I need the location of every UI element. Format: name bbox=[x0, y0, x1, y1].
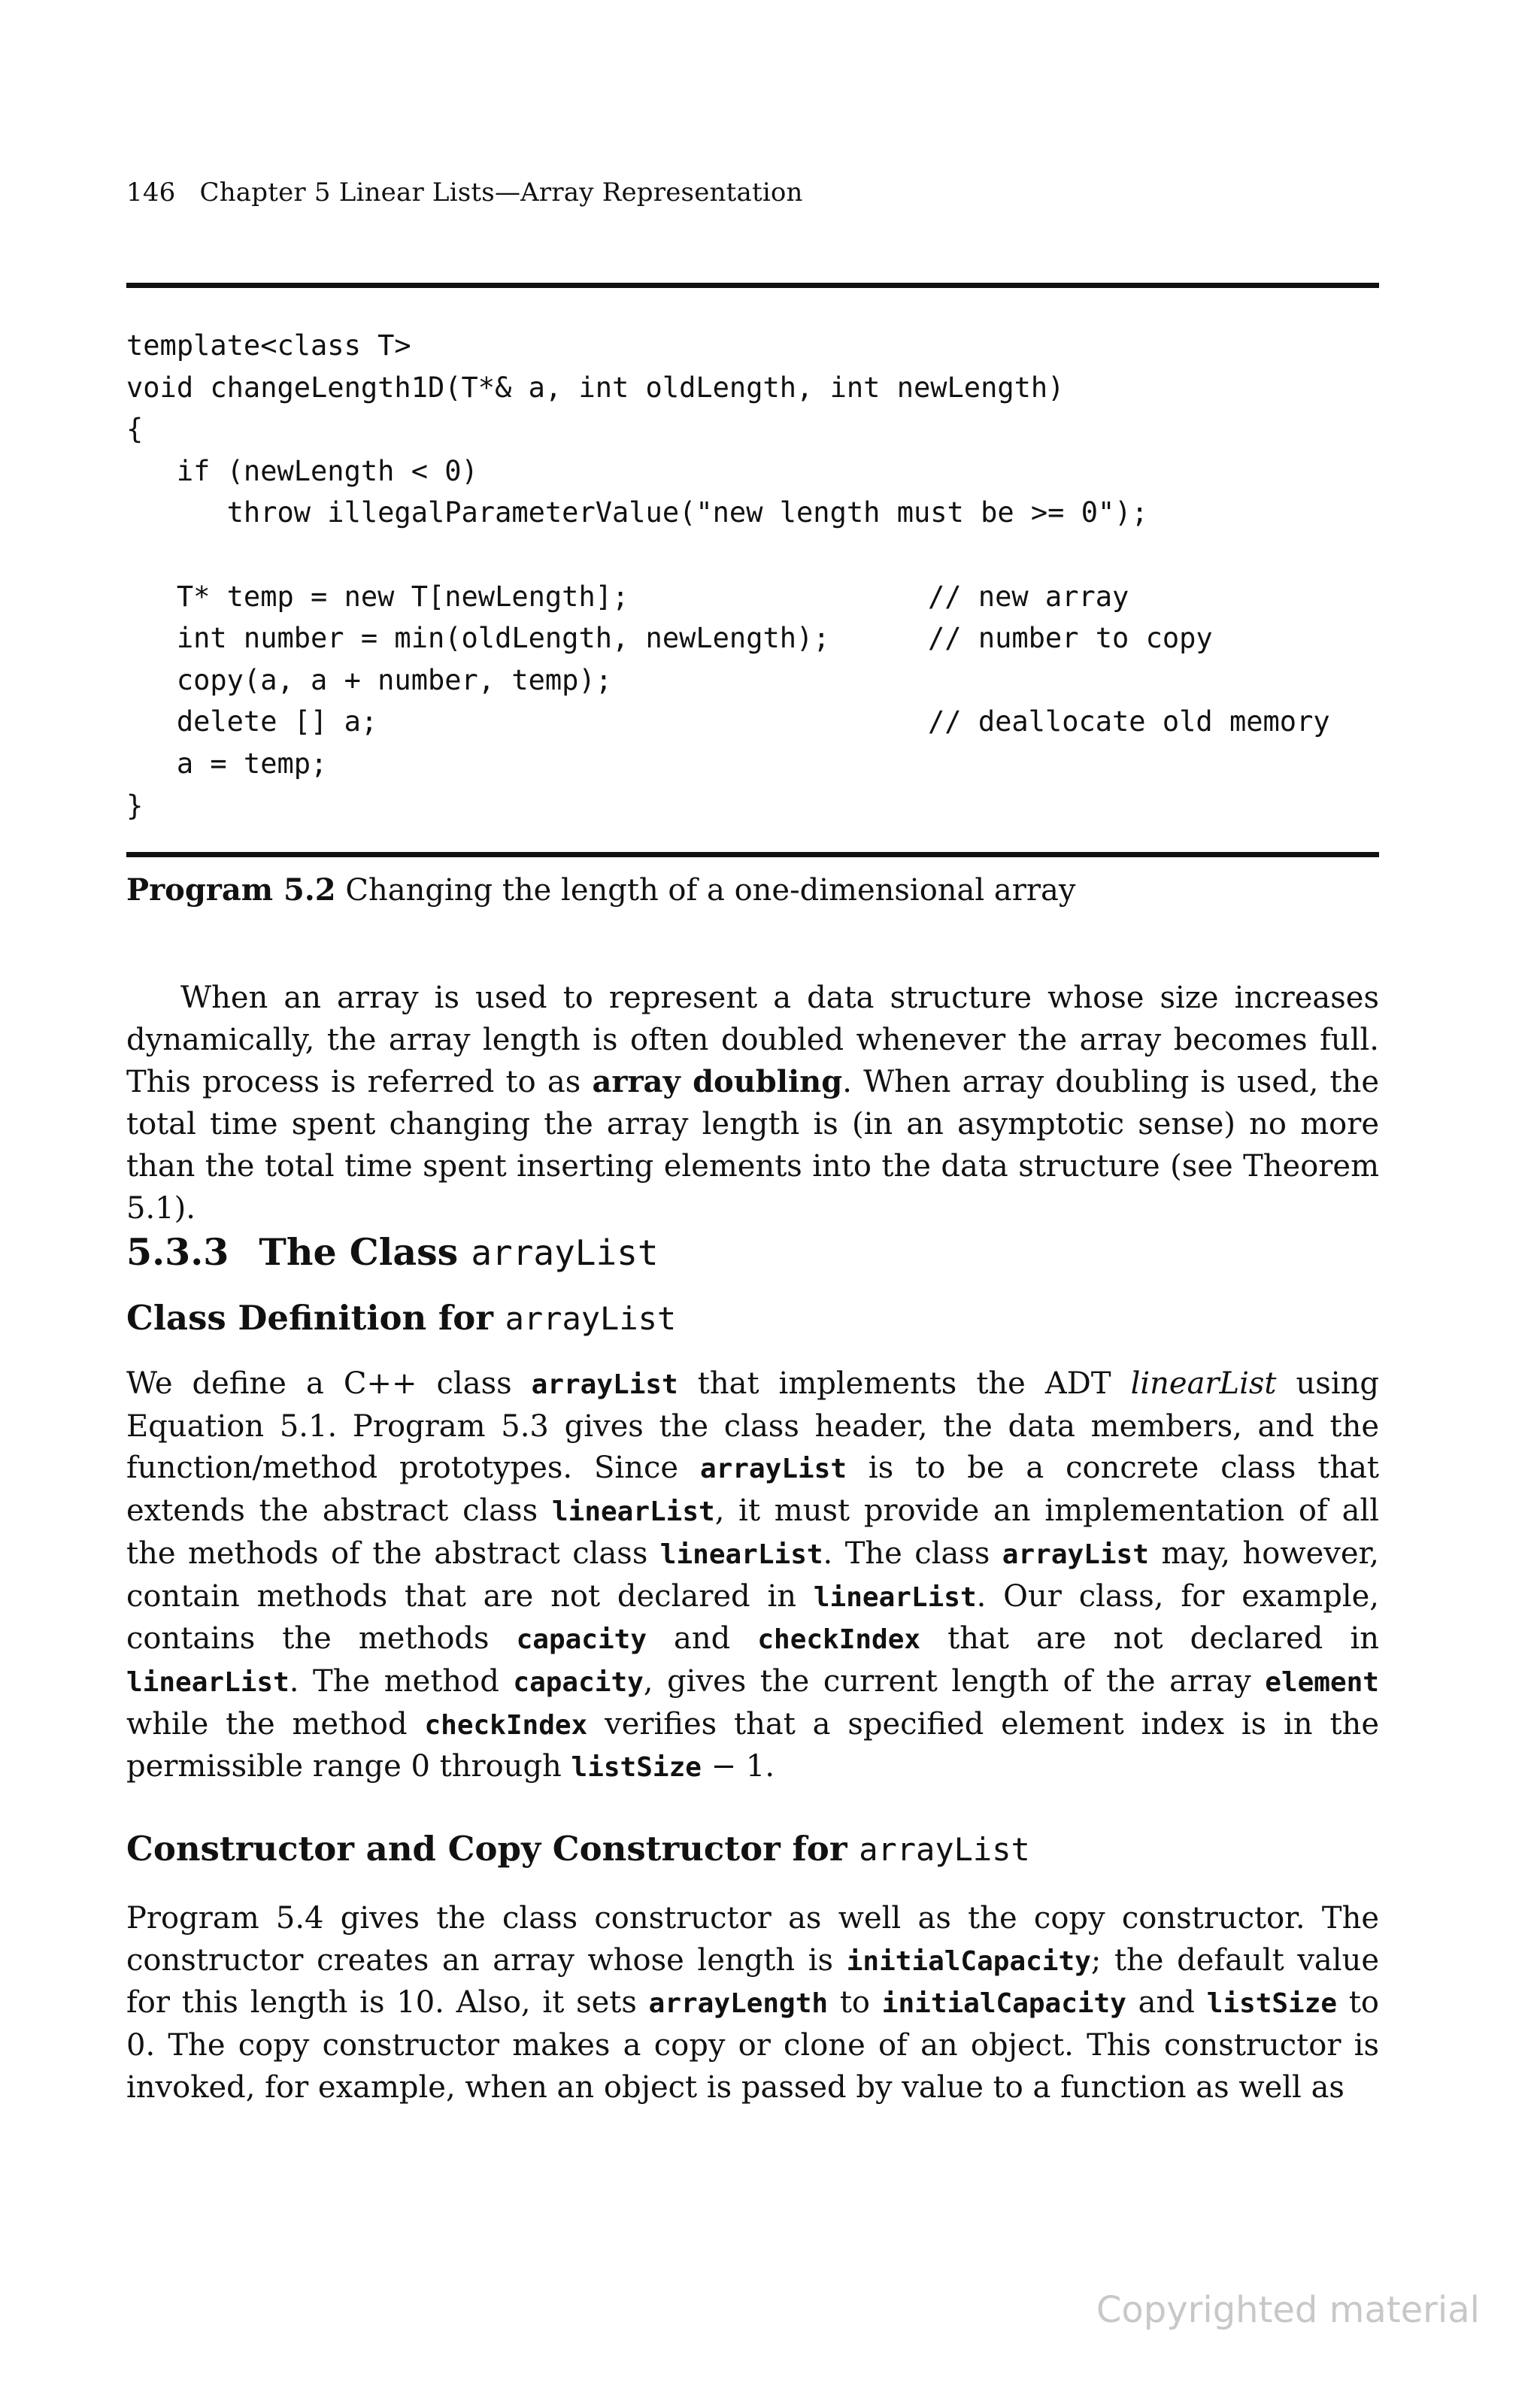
running-head bbox=[126, 177, 803, 208]
paragraph-array-doubling bbox=[126, 978, 1379, 1229]
code-line bbox=[126, 701, 1330, 743]
code-text: copy(a, a + number, temp); bbox=[126, 663, 613, 696]
code-line bbox=[126, 785, 1148, 827]
code-text: throw illegalParameterValue("new length must be >= 0"); bbox=[126, 496, 1148, 529]
code-term: arrayList bbox=[531, 1369, 678, 1400]
section-title-code: arrayList bbox=[471, 1232, 659, 1273]
section-number: 5.3.3 bbox=[126, 1230, 229, 1274]
para-text: When an array is used to represent a data structure whose size increases dynamically, the array length is often doubled whenever the array becomes full. This process is referred to as bbox=[126, 981, 1379, 1100]
code-term: initialCapacity bbox=[846, 1945, 1091, 1977]
code-line bbox=[126, 659, 1148, 702]
para-text: . The class bbox=[823, 1536, 1002, 1571]
para-text: that implements the ADT bbox=[678, 1366, 1131, 1401]
code-line bbox=[126, 367, 1148, 409]
code-text: delete [] a; bbox=[126, 705, 378, 738]
code-term: linearList bbox=[551, 1496, 715, 1528]
code-line bbox=[126, 743, 1148, 785]
program-top-rule bbox=[126, 283, 1379, 288]
code-line bbox=[126, 408, 1148, 450]
para-text: Program 5.4 gives the class constructor as well as the copy constructor. The constructor creates an array whose length is bbox=[126, 1901, 1379, 1978]
code-text: { bbox=[126, 413, 144, 446]
para-text: verifies that a specified element index is in the permissible range 0 through bbox=[126, 1706, 1379, 1784]
code-term: listSize bbox=[571, 1752, 702, 1784]
paragraph-class-definition bbox=[126, 1363, 1379, 1789]
subsection-title: Class Definition for bbox=[126, 1298, 505, 1338]
subsection-heading-class-definition bbox=[126, 1298, 676, 1338]
subsection-title-code: arrayList bbox=[859, 1831, 1030, 1868]
italic-term: linearList bbox=[1130, 1366, 1277, 1401]
caption-label: Program 5.2 bbox=[126, 872, 336, 908]
page-number: 146 bbox=[126, 177, 176, 208]
code-term: capacity bbox=[513, 1666, 644, 1698]
para-text: while the method bbox=[126, 1706, 425, 1742]
code-line bbox=[126, 576, 1148, 618]
code-comment: // new array bbox=[928, 580, 1129, 613]
code-line bbox=[126, 617, 1213, 659]
code-term: initialCapacity bbox=[881, 1988, 1126, 2020]
para-text: , it must provide an implementation of all the methods of the abstract class bbox=[126, 1493, 1380, 1571]
subsection-title: Constructor and Copy Constructor for bbox=[126, 1829, 859, 1869]
code-term: checkIndex bbox=[757, 1624, 921, 1656]
code-text: if (newLength < 0) bbox=[126, 454, 478, 487]
chapter-title: Chapter 5 Linear Lists—Array Representation bbox=[199, 177, 803, 208]
code-term: linearList bbox=[126, 1666, 290, 1698]
code-line bbox=[126, 325, 1148, 367]
code-listing bbox=[126, 325, 1330, 826]
caption-text: Changing the length of a one-dimensional array bbox=[345, 873, 1076, 908]
para-text: and bbox=[1126, 1985, 1207, 2021]
code-comment: // number to copy bbox=[928, 622, 1213, 655]
code-text: void changeLength1D(T*& a, int oldLength, int newLength) bbox=[126, 371, 1065, 404]
para-text: , gives the current length of the array bbox=[643, 1663, 1266, 1699]
para-text: . The method bbox=[289, 1663, 514, 1699]
section-title: The Class bbox=[259, 1230, 471, 1274]
para-text: using Equation 5.1. Program 5.3 gives the class header, the data members, and the function/method prototypes. Since bbox=[126, 1366, 1379, 1486]
copyright-watermark: Copyrighted material bbox=[1096, 2289, 1480, 2331]
code-term: arrayLength bbox=[648, 1988, 829, 2020]
code-term: linearList bbox=[659, 1539, 823, 1570]
code-text: a = temp; bbox=[126, 747, 328, 780]
section-heading bbox=[126, 1230, 659, 1274]
para-text: We define a C++ class bbox=[126, 1366, 532, 1401]
para-text: . Our class, for example, contains the methods bbox=[126, 1578, 1379, 1657]
para-text: may, however, contain methods that are not declared in bbox=[126, 1536, 1379, 1614]
code-text: template<class T> bbox=[126, 329, 411, 362]
bold-term: array doubling bbox=[592, 1064, 843, 1100]
code-term: element bbox=[1265, 1666, 1379, 1698]
para-text: to 0. The copy constructor makes a copy or clone of an object. This constructor is invoked, for example, when an object is passed by value to a function as well as bbox=[126, 1985, 1380, 2105]
code-term: linearList bbox=[813, 1581, 977, 1613]
para-text: . When array doubling is used, the total time spent changing the array length is (in an asymptotic sense) no more than the total time spent inserting elements into the data structure (see Theorem 5.1). bbox=[126, 1065, 1379, 1226]
subsection-title-code: arrayList bbox=[505, 1300, 677, 1337]
para-text: that are not declared in bbox=[920, 1621, 1379, 1657]
para-text: to bbox=[828, 1985, 882, 2021]
code-line bbox=[126, 492, 1148, 534]
subsection-heading-constructor bbox=[126, 1829, 1030, 1869]
para-text: − 1. bbox=[701, 1749, 775, 1784]
program-caption bbox=[126, 872, 1075, 908]
code-line bbox=[126, 450, 1148, 493]
para-text: and bbox=[647, 1621, 758, 1657]
code-line bbox=[126, 534, 1148, 576]
para-text: ; the default value for this length is 10. Also, it sets bbox=[126, 1942, 1379, 2021]
code-comment: // deallocate old memory bbox=[928, 705, 1330, 738]
code-text: } bbox=[126, 789, 144, 822]
code-term: listSize bbox=[1206, 1988, 1338, 2020]
para-text: is to be a concrete class that extends the abstract class bbox=[126, 1451, 1380, 1529]
code-text: int number = min(oldLength, newLength); bbox=[126, 622, 830, 655]
code-term: arrayList bbox=[1002, 1539, 1149, 1570]
code-term: arrayList bbox=[699, 1454, 847, 1485]
paragraph-constructor bbox=[126, 1898, 1379, 2109]
code-term: capacity bbox=[516, 1624, 647, 1656]
code-term: checkIndex bbox=[424, 1709, 588, 1741]
code-text: T* temp = new T[newLength]; bbox=[126, 580, 629, 613]
program-bottom-rule bbox=[126, 852, 1379, 857]
